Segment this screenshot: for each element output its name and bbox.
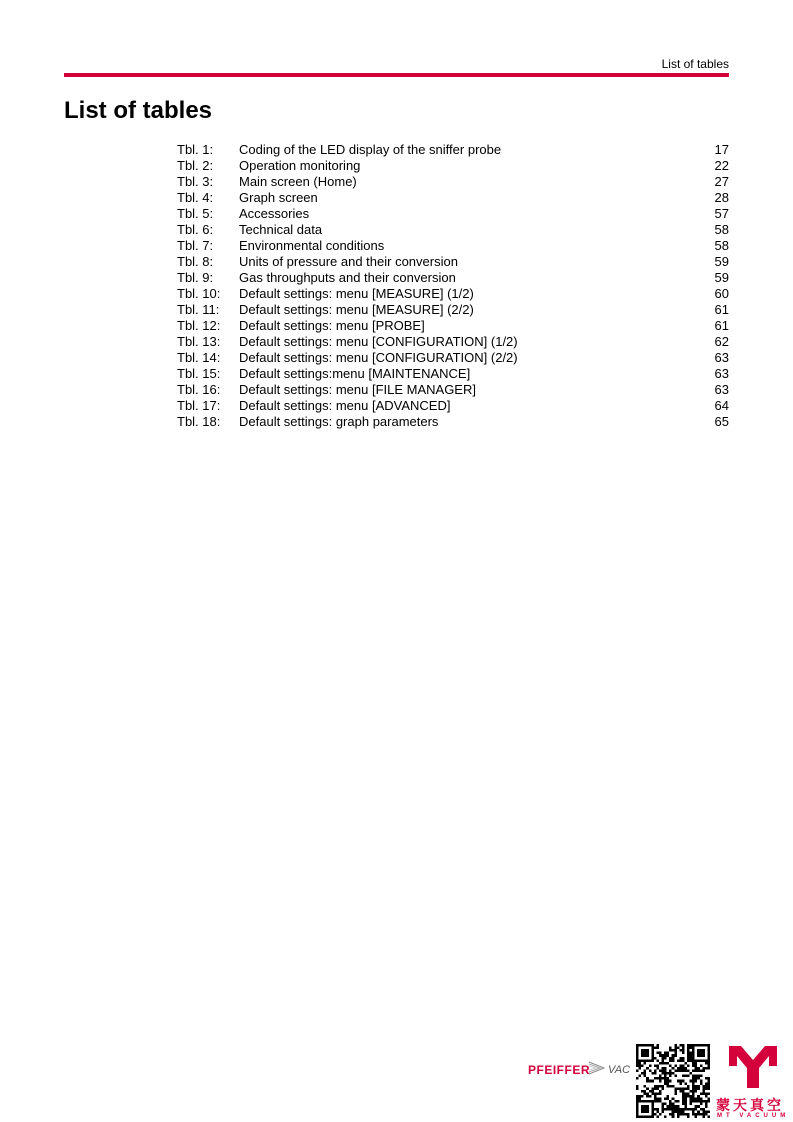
toc-entry[interactable] bbox=[177, 286, 729, 302]
toc-entry-label: Tbl. 8: bbox=[177, 254, 214, 269]
toc-entry-label: Tbl. 7: bbox=[177, 238, 214, 253]
toc-entry-label: Tbl. 1: bbox=[177, 142, 214, 157]
toc-entry-title: Gas throughputs and their conversion bbox=[239, 270, 456, 285]
toc-entry[interactable] bbox=[177, 382, 729, 398]
toc-entry-title: Default settings:menu [MAINTENANCE] bbox=[239, 366, 471, 381]
toc-entry-page-number: 60 bbox=[714, 286, 729, 301]
toc-entry-page-number: 63 bbox=[714, 382, 729, 397]
toc-entry-page-number: 17 bbox=[714, 142, 729, 157]
toc-entry-title: Technical data bbox=[239, 222, 323, 237]
toc-entry-page-number: 65 bbox=[714, 414, 729, 429]
toc-entry-page-number: 62 bbox=[714, 334, 729, 349]
toc-entry[interactable] bbox=[177, 334, 729, 350]
toc-entry-title: Default settings: menu [PROBE] bbox=[239, 318, 425, 333]
list-of-tables bbox=[177, 142, 729, 430]
toc-entry-title: Coding of the LED display of the sniffer probe bbox=[239, 142, 502, 157]
toc-entry-page-number: 61 bbox=[714, 318, 729, 333]
toc-entry-title: Default settings: menu [CONFIGURATION] (1/2) bbox=[239, 334, 518, 349]
toc-entry-page-number: 61 bbox=[714, 302, 729, 317]
toc-entry[interactable] bbox=[177, 398, 729, 414]
qr-code-icon bbox=[636, 1044, 710, 1118]
toc-entry-label: Tbl. 11: bbox=[177, 302, 220, 317]
running-header-title: List of tables bbox=[661, 57, 729, 71]
header-rule bbox=[64, 73, 729, 77]
toc-entry-label: Tbl. 5: bbox=[177, 206, 214, 221]
toc-entry[interactable] bbox=[177, 254, 729, 270]
toc-entry-title: Default settings: menu [CONFIGURATION] (2/2) bbox=[239, 350, 518, 365]
toc-entry-label: Tbl. 10: bbox=[177, 286, 221, 301]
toc-entry-label: Tbl. 12: bbox=[177, 318, 221, 333]
toc-entry-label: Tbl. 6: bbox=[177, 222, 214, 237]
toc-entry-page-number: 63 bbox=[714, 366, 729, 381]
toc-entry-label: Tbl. 4: bbox=[177, 190, 214, 205]
mt-vacuum-cn-text: 蒙天真空 bbox=[716, 1097, 784, 1113]
toc-entry[interactable] bbox=[177, 174, 729, 190]
toc-entry[interactable] bbox=[177, 158, 729, 174]
toc-entry[interactable] bbox=[177, 222, 729, 238]
toc-entry-title: Units of pressure and their conversion bbox=[239, 254, 458, 269]
toc-entry-page-number: 59 bbox=[714, 270, 729, 285]
toc-entry[interactable] bbox=[177, 318, 729, 334]
toc-entry-page-number: 63 bbox=[714, 350, 729, 365]
toc-entry-label: Tbl. 14: bbox=[177, 350, 221, 365]
toc-entry-label: Tbl. 9: bbox=[177, 270, 214, 285]
page-title: List of tables bbox=[64, 97, 213, 124]
toc-entry-label: Tbl. 2: bbox=[177, 158, 214, 173]
toc-entry-label: Tbl. 17: bbox=[177, 398, 221, 413]
toc-entry-label: Tbl. 18: bbox=[177, 414, 221, 429]
toc-entry-page-number: 58 bbox=[714, 238, 729, 253]
toc-entry[interactable] bbox=[177, 414, 729, 430]
toc-entry-title: Default settings: graph parameters bbox=[239, 414, 439, 429]
toc-entry-title: Graph screen bbox=[239, 190, 318, 205]
mt-vacuum-logo bbox=[727, 1044, 779, 1090]
toc-entry[interactable] bbox=[177, 350, 729, 366]
toc-entry-page-number: 58 bbox=[714, 222, 729, 237]
pfeiffer-logo: PFEIFFER bbox=[528, 1063, 591, 1077]
toc-entry-label: Tbl. 3: bbox=[177, 174, 214, 189]
toc-entry-title: Default settings: menu [ADVANCED] bbox=[239, 398, 451, 413]
toc-entry-page-number: 59 bbox=[714, 254, 729, 269]
toc-entry-title: Default settings: menu [FILE MANAGER] bbox=[239, 382, 476, 397]
toc-entry-title: Accessories bbox=[239, 206, 310, 221]
toc-entry-title: Main screen (Home) bbox=[239, 174, 357, 189]
toc-entry[interactable] bbox=[177, 142, 729, 158]
toc-entry-page-number: 22 bbox=[714, 158, 729, 173]
toc-entry-page-number: 64 bbox=[714, 398, 729, 413]
toc-entry-title: Operation monitoring bbox=[239, 158, 361, 173]
toc-entry[interactable] bbox=[177, 238, 729, 254]
toc-entry-page-number: 28 bbox=[714, 190, 729, 205]
toc-entry[interactable] bbox=[177, 206, 729, 222]
toc-entry-label: Tbl. 16: bbox=[177, 382, 221, 397]
pfeiffer-mark-icon bbox=[588, 1058, 606, 1078]
toc-entry-page-number: 27 bbox=[714, 174, 729, 189]
toc-entry-label: Tbl. 15: bbox=[177, 366, 221, 381]
toc-entry[interactable] bbox=[177, 190, 729, 206]
toc-entry-title: Default settings: menu [MEASURE] (2/2) bbox=[239, 302, 474, 317]
pfeiffer-vacuum-text: VAC bbox=[608, 1064, 631, 1076]
mt-vacuum-en-text: MT VACUUM bbox=[717, 1113, 790, 1119]
toc-entry-title: Default settings: menu [MEASURE] (1/2) bbox=[239, 286, 474, 301]
toc-entry-title: Environmental conditions bbox=[239, 238, 385, 253]
footer bbox=[0, 1040, 793, 1122]
toc-entry[interactable] bbox=[177, 302, 729, 318]
toc-entry[interactable] bbox=[177, 366, 729, 382]
toc-entry-label: Tbl. 13: bbox=[177, 334, 221, 349]
toc-entry-page-number: 57 bbox=[714, 206, 729, 221]
toc-entry[interactable] bbox=[177, 270, 729, 286]
